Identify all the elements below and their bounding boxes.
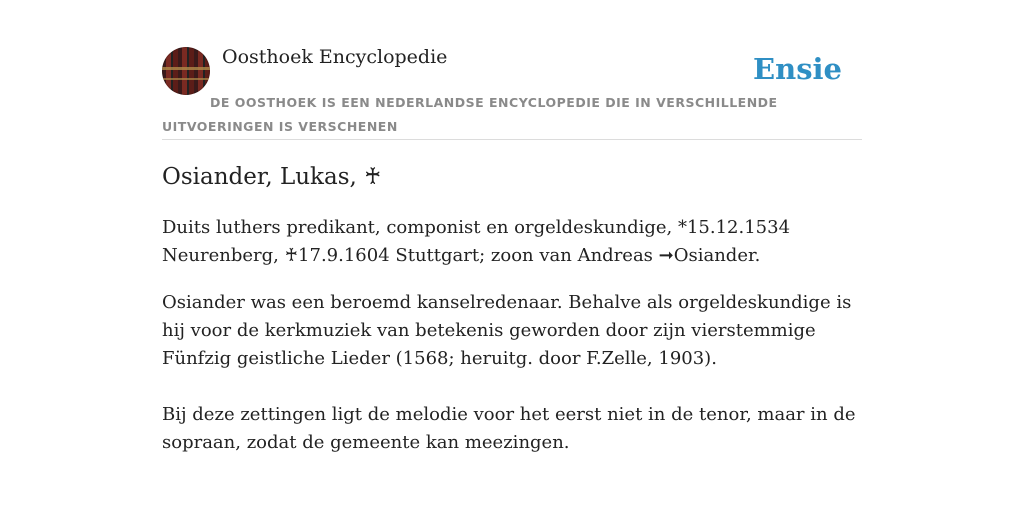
article-paragraph-3: Bij deze zettingen ligt de melodie voor het eerst niet in de tenor, maar in de sopraan, zodat de gemeente kan meezingen. — [162, 404, 856, 453]
books-avatar-icon[interactable] — [162, 47, 210, 95]
cross-reference-link[interactable]: ➞Osiander — [658, 245, 755, 266]
ensie-logo-link[interactable]: Ensie — [753, 52, 842, 86]
header — [162, 46, 862, 140]
tagline: DE OOSTHOEK IS EEN NEDERLANDSE ENCYCLOPEDIE DIE IN VERSCHILLENDE UITVOERINGEN IS VERSCHENEN — [162, 95, 778, 134]
article-paragraph-2: Osiander was een beroemd kanselredenaar. Behalve als orgeldeskundige is hij voor de kerkmuziek van betekenis geworden door zijn vierstemmige Fünfzig geistliche Lieder (1568; heruitg. door F.Zelle, 1903). — [162, 292, 852, 369]
article-title: Osiander, Lukas, ♰ — [162, 164, 382, 190]
page-container — [162, 46, 862, 457]
site-name[interactable]: Oosthoek Encyclopedie — [222, 46, 448, 68]
intro-text: Duits luthers predikant, componist en orgeldeskundige, *15.12.1534 Neurenberg, ♰17.9.1604 Stuttgart; zoon van Andreas — [162, 217, 791, 266]
intro-end: . — [754, 245, 761, 266]
article-intro — [162, 214, 862, 270]
